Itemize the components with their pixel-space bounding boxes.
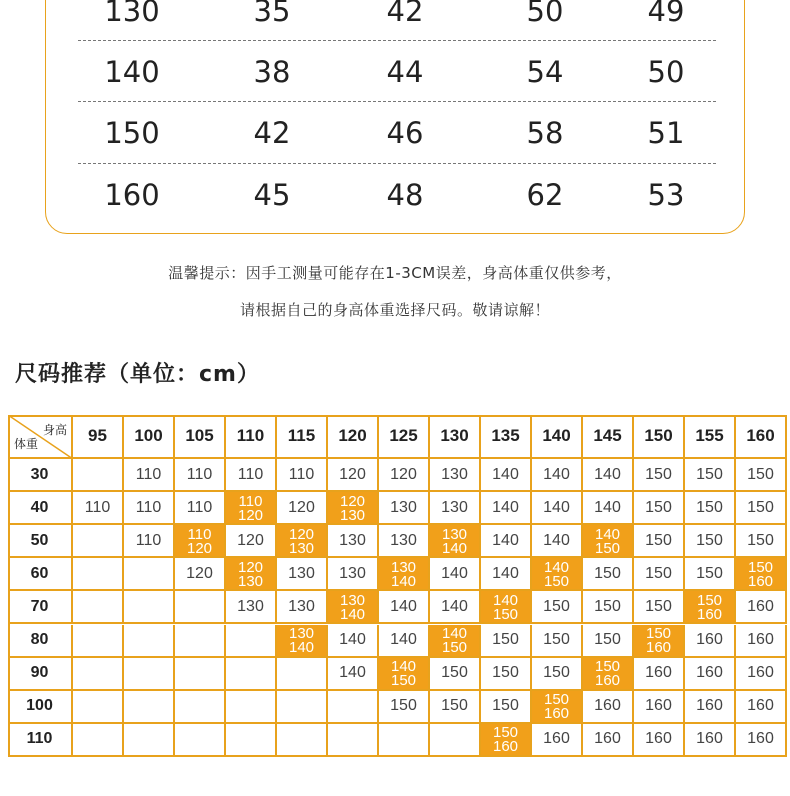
highlight-size-cell — [736, 558, 787, 591]
size-cell: 120 — [277, 492, 328, 525]
size-cell: 110 — [124, 459, 175, 492]
size-cell: 38 — [253, 55, 291, 89]
weight-header-60: 60 — [8, 558, 73, 591]
size-option: 110 — [238, 492, 263, 510]
size-cell: 42 — [386, 0, 424, 28]
size-cell: 45 — [253, 178, 291, 212]
size-cell: 140 — [532, 492, 583, 525]
size-cell — [328, 724, 379, 757]
size-option: 150 — [543, 572, 570, 590]
size-option: 130 — [339, 591, 366, 609]
size-cell: 150 — [583, 558, 634, 591]
size-cell: 150 — [634, 459, 685, 492]
size-cell: 51 — [647, 116, 685, 150]
size-option: 130 — [390, 558, 417, 576]
size-option: 120 — [237, 506, 264, 524]
highlight-size-cell — [226, 558, 277, 591]
section-title: 尺码推荐（单位：cm） — [15, 362, 260, 387]
size-option: 120 — [237, 558, 264, 576]
highlight-size-cell — [532, 558, 583, 591]
size-cell — [73, 625, 124, 658]
size-cell: 150 — [685, 459, 736, 492]
size-option: 140 — [441, 625, 468, 643]
height-header-155: 155 — [685, 415, 736, 459]
highlight-size-cell — [481, 591, 532, 624]
highlight-size-cell — [583, 658, 634, 691]
highlight-size-cell — [685, 591, 736, 624]
size-cell: 150 — [736, 525, 787, 558]
size-cell — [226, 658, 277, 691]
size-option: 150 — [441, 639, 468, 657]
size-cell: 44 — [386, 55, 424, 89]
size-cell: 50 — [526, 0, 564, 28]
size-cell: 160 — [685, 724, 736, 757]
size-option: 160 — [747, 572, 774, 590]
height-header-100: 100 — [124, 415, 175, 459]
size-cell: 35 — [253, 0, 291, 28]
row-divider — [78, 101, 716, 102]
size-cell: 140 — [379, 625, 430, 658]
size-cell — [175, 591, 226, 624]
size-cell: 160 — [685, 625, 736, 658]
highlight-size-cell — [634, 625, 685, 658]
size-cell: 140 — [430, 591, 481, 624]
size-cell — [73, 724, 124, 757]
height-header-105: 105 — [175, 415, 226, 459]
size-cell — [124, 558, 175, 591]
height-axis-label: 身高 — [42, 423, 67, 437]
weight-header-40: 40 — [8, 492, 73, 525]
size-option: 160 — [492, 738, 519, 756]
size-cell: 160 — [736, 691, 787, 724]
size-option: 150 — [696, 591, 723, 609]
size-option: 140 — [441, 539, 468, 557]
size-cell: 120 — [328, 459, 379, 492]
size-cell: 150 — [583, 625, 634, 658]
size-cell: 130 — [328, 525, 379, 558]
size-option: 140 — [339, 605, 366, 623]
size-cell — [73, 591, 124, 624]
weight-header-90: 90 — [8, 658, 73, 691]
size-cell: 160 — [634, 691, 685, 724]
size-cell: 130 — [379, 492, 430, 525]
size-cell: 150 — [532, 658, 583, 691]
size-option: 150 — [492, 724, 519, 742]
highlight-size-cell — [583, 525, 634, 558]
size-option: 140 — [594, 525, 621, 543]
size-cell: 150 — [634, 492, 685, 525]
size-option: 160 — [696, 605, 723, 623]
size-cell — [175, 625, 226, 658]
size-cell — [124, 724, 175, 757]
highlight-size-cell — [430, 625, 481, 658]
size-cell: 110 — [124, 492, 175, 525]
weight-header-50: 50 — [8, 525, 73, 558]
size-cell: 150 — [379, 691, 430, 724]
size-cell: 110 — [73, 492, 124, 525]
size-cell: 160 — [685, 691, 736, 724]
tip-line-2: 请根据自己的身高体重选择尺码。敬请谅解！ — [239, 301, 550, 319]
size-option: 150 — [543, 691, 570, 709]
size-option: 130 — [288, 539, 315, 557]
size-cell — [226, 691, 277, 724]
size-cell: 58 — [526, 116, 564, 150]
tip-line-1: 温馨提示：因手工测量可能存在1-3CM误差，身高体重仅供参考， — [168, 264, 622, 282]
height-header-160: 160 — [736, 415, 787, 459]
highlight-size-cell — [277, 525, 328, 558]
size-option: 120 — [339, 492, 366, 510]
height-header-125: 125 — [379, 415, 430, 459]
size-cell: 150 — [685, 558, 736, 591]
size-option: 130 — [237, 572, 264, 590]
size-cell — [175, 691, 226, 724]
highlight-size-cell — [277, 625, 328, 658]
size-row — [78, 108, 716, 158]
size-cell — [277, 658, 328, 691]
size-cell — [73, 459, 124, 492]
size-cell — [124, 691, 175, 724]
weight-axis-label: 体重 — [14, 437, 39, 451]
size-cell: 110 — [175, 492, 226, 525]
size-cell: 160 — [736, 591, 787, 624]
highlight-size-cell — [226, 492, 277, 525]
size-option: 150 — [390, 672, 417, 690]
size-cell — [226, 724, 277, 757]
size-option: 160 — [645, 639, 672, 657]
height-header-120: 120 — [328, 415, 379, 459]
size-cell: 150 — [685, 492, 736, 525]
size-option: 110 — [187, 525, 212, 543]
size-cell — [124, 625, 175, 658]
size-cell: 140 — [532, 525, 583, 558]
size-cell: 130 — [226, 591, 277, 624]
size-cell: 150 — [481, 691, 532, 724]
size-cell — [277, 724, 328, 757]
size-cell: 150 — [532, 591, 583, 624]
size-cell — [73, 691, 124, 724]
size-option: 130 — [339, 506, 366, 524]
size-cell: 130 — [277, 591, 328, 624]
size-option: 130 — [288, 625, 315, 643]
size-row — [78, 170, 716, 220]
size-option: 130 — [441, 525, 468, 543]
size-cell: 150 — [430, 658, 481, 691]
size-option: 150 — [594, 539, 621, 557]
height-header-130: 130 — [430, 415, 481, 459]
size-cell: 140 — [379, 591, 430, 624]
size-option: 140 — [288, 639, 315, 657]
size-cell: 150 — [634, 525, 685, 558]
size-cell — [73, 558, 124, 591]
row-divider — [78, 163, 716, 164]
size-cell — [124, 658, 175, 691]
size-cell: 160 — [736, 724, 787, 757]
size-cell: 150 — [481, 658, 532, 691]
grid-corner-header — [8, 415, 73, 459]
size-cell — [73, 658, 124, 691]
highlight-size-cell — [481, 724, 532, 757]
row-divider — [78, 40, 716, 41]
size-cell: 150 — [430, 691, 481, 724]
size-cell — [277, 691, 328, 724]
size-cell — [328, 691, 379, 724]
size-cell: 160 — [736, 625, 787, 658]
size-option: 160 — [543, 705, 570, 723]
size-cell — [175, 658, 226, 691]
height-header-140: 140 — [532, 415, 583, 459]
size-cell: 140 — [481, 558, 532, 591]
size-option: 160 — [594, 672, 621, 690]
size-cell: 150 — [736, 459, 787, 492]
size-cell: 140 — [583, 459, 634, 492]
highlight-size-cell — [379, 558, 430, 591]
size-option: 140 — [390, 658, 417, 676]
size-cell: 150 — [532, 625, 583, 658]
size-cell: 49 — [647, 0, 685, 28]
size-row — [78, 0, 716, 36]
size-cell: 140 — [532, 459, 583, 492]
size-cell: 160 — [685, 658, 736, 691]
size-row — [78, 47, 716, 97]
size-cell: 53 — [647, 178, 685, 212]
size-cell — [124, 591, 175, 624]
height-header-145: 145 — [583, 415, 634, 459]
size-cell: 140 — [430, 558, 481, 591]
size-cell: 110 — [124, 525, 175, 558]
size-cell: 140 — [481, 525, 532, 558]
size-cell: 150 — [736, 492, 787, 525]
height-header-135: 135 — [481, 415, 532, 459]
size-cell: 110 — [277, 459, 328, 492]
size-recommendation-grid — [8, 415, 787, 757]
size-cell: 160 — [736, 658, 787, 691]
size-cell: 54 — [526, 55, 564, 89]
highlight-size-cell — [328, 591, 379, 624]
size-cell: 110 — [226, 459, 277, 492]
height-header-110: 110 — [226, 415, 277, 459]
size-cell: 150 — [104, 116, 160, 150]
weight-header-110: 110 — [8, 724, 73, 757]
size-cell: 50 — [647, 55, 685, 89]
weight-header-30: 30 — [8, 459, 73, 492]
size-option: 150 — [645, 625, 672, 643]
highlight-size-cell — [328, 492, 379, 525]
size-cell: 130 — [277, 558, 328, 591]
size-cell: 160 — [583, 724, 634, 757]
size-cell: 150 — [583, 591, 634, 624]
size-cell: 62 — [526, 178, 564, 212]
size-cell: 140 — [481, 459, 532, 492]
size-option: 150 — [594, 658, 621, 676]
size-cell: 160 — [634, 658, 685, 691]
highlight-size-cell — [175, 525, 226, 558]
size-cell: 150 — [685, 525, 736, 558]
size-cell: 150 — [634, 558, 685, 591]
size-cell: 140 — [104, 55, 160, 89]
size-cell — [175, 724, 226, 757]
size-cell: 140 — [481, 492, 532, 525]
size-option: 120 — [288, 525, 315, 543]
size-cell: 130 — [328, 558, 379, 591]
size-cell: 130 — [379, 525, 430, 558]
size-cell: 130 — [430, 492, 481, 525]
size-option: 150 — [492, 605, 519, 623]
size-cell: 160 — [532, 724, 583, 757]
highlight-size-cell — [532, 691, 583, 724]
size-cell: 42 — [253, 116, 291, 150]
size-option: 120 — [186, 539, 213, 557]
weight-header-80: 80 — [8, 625, 73, 658]
size-cell: 150 — [481, 625, 532, 658]
height-header-95: 95 — [73, 415, 124, 459]
size-cell: 48 — [386, 178, 424, 212]
size-option: 140 — [390, 572, 417, 590]
size-cell: 110 — [175, 459, 226, 492]
size-cell: 140 — [328, 625, 379, 658]
size-cell: 46 — [386, 116, 424, 150]
height-header-150: 150 — [634, 415, 685, 459]
size-cell: 160 — [583, 691, 634, 724]
size-cell: 120 — [175, 558, 226, 591]
size-option: 140 — [492, 591, 519, 609]
size-cell — [73, 525, 124, 558]
weight-header-100: 100 — [8, 691, 73, 724]
highlight-size-cell — [430, 525, 481, 558]
weight-header-70: 70 — [8, 591, 73, 624]
size-cell: 140 — [583, 492, 634, 525]
highlight-size-cell — [379, 658, 430, 691]
size-cell: 160 — [634, 724, 685, 757]
size-cell: 150 — [634, 591, 685, 624]
height-header-115: 115 — [277, 415, 328, 459]
size-cell: 130 — [430, 459, 481, 492]
size-option: 150 — [747, 558, 774, 576]
size-cell: 120 — [379, 459, 430, 492]
size-option: 140 — [543, 558, 570, 576]
size-cell: 130 — [104, 0, 160, 28]
size-cell: 160 — [104, 178, 160, 212]
size-cell — [379, 724, 430, 757]
size-cell — [430, 724, 481, 757]
size-cell — [226, 625, 277, 658]
size-cell: 140 — [328, 658, 379, 691]
size-cell: 120 — [226, 525, 277, 558]
